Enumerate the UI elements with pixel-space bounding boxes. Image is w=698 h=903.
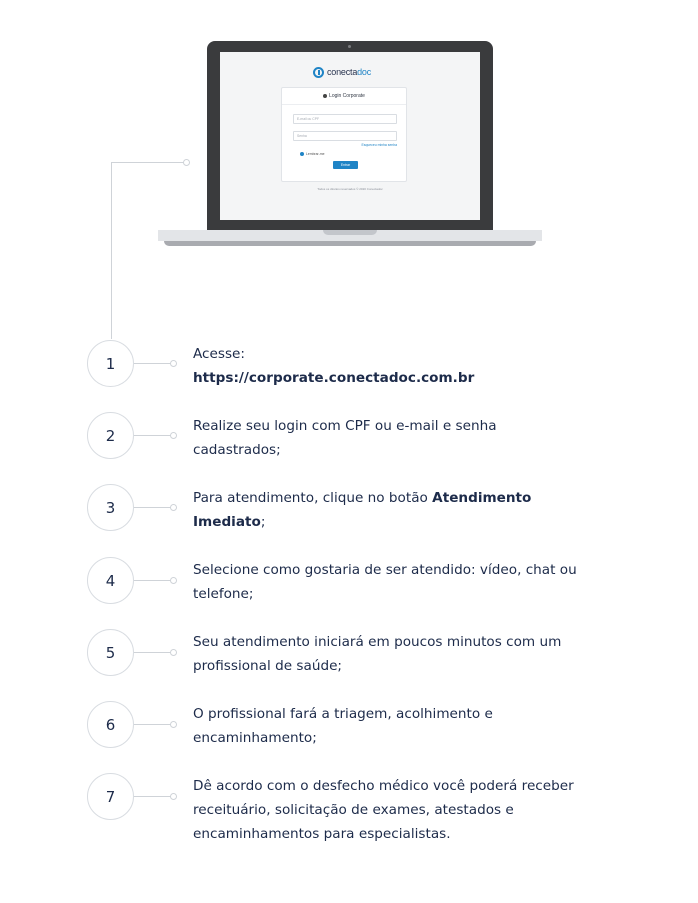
logo-text: conectadoc [327, 67, 372, 77]
cpf-input[interactable]: E-mail ou CPF [293, 114, 397, 124]
step-dot [170, 793, 177, 800]
login-card-title: Login Corporate [329, 93, 365, 99]
conectadoc-logo [313, 65, 371, 79]
connector-vertical [111, 162, 112, 339]
step-dot [170, 504, 177, 511]
step-number: 4 [87, 557, 134, 604]
login-card [281, 87, 407, 182]
password-input[interactable]: Senha [293, 131, 397, 141]
step-text: Acesse: https://corporate.conectadoc.com.br [193, 346, 475, 386]
step-connector [134, 652, 171, 653]
step-connector [134, 363, 171, 364]
checkbox-icon [300, 152, 304, 156]
step-number: 7 [87, 773, 134, 820]
laptop-notch [323, 230, 377, 235]
camera-icon [348, 45, 351, 48]
step-dot [170, 360, 177, 367]
step-url[interactable]: https://corporate.conectadoc.com.br [193, 370, 475, 386]
step-connector [134, 796, 171, 797]
step-number: 3 [87, 484, 134, 531]
remember-me-checkbox[interactable] [300, 152, 324, 156]
step-dot [170, 721, 177, 728]
step-text: O profissional fará a triagem, acolhimento e encaminhamento; [193, 706, 493, 746]
step-connector [134, 580, 171, 581]
screen-footer: Todos os direitos reservados © 2020 Conectadoc [317, 187, 383, 191]
step-number: 6 [87, 701, 134, 748]
step-text: Seu atendimento iniciará em poucos minutos com um profissional de saúde; [193, 634, 562, 674]
step-number: 2 [87, 412, 134, 459]
remember-me-label: Lembrar-me [306, 152, 325, 156]
user-icon [323, 94, 327, 98]
step-dot [170, 432, 177, 439]
step-dot [170, 649, 177, 656]
laptop-screen [220, 52, 480, 220]
logo-mark-icon [313, 67, 324, 78]
connector-dot [183, 159, 190, 166]
step-text: Selecione como gostaria de ser atendido: vídeo, chat ou telefone; [193, 562, 577, 602]
step-text: Realize seu login com CPF ou e-mail e senha cadastrados; [193, 418, 497, 458]
step-connector [134, 435, 171, 436]
connector-horizontal [111, 162, 184, 163]
step-text: Para atendimento, clique no botão Atendimento Imediato; [193, 490, 532, 530]
step-text: Dê acordo com o desfecho médico você poderá receber receituário, solicitação de exames, atestados e encaminhamentos para especialistas. [193, 778, 574, 842]
step-number: 5 [87, 629, 134, 676]
laptop-lid [207, 41, 493, 230]
login-card-header [282, 88, 406, 105]
forgot-password-link[interactable]: Esqueceu minha senha [361, 143, 397, 147]
login-button[interactable]: Entrar [333, 161, 358, 169]
step-connector [134, 507, 171, 508]
step-connector [134, 724, 171, 725]
step-dot [170, 577, 177, 584]
laptop-base-shadow [164, 241, 536, 246]
step-number: 1 [87, 340, 134, 387]
